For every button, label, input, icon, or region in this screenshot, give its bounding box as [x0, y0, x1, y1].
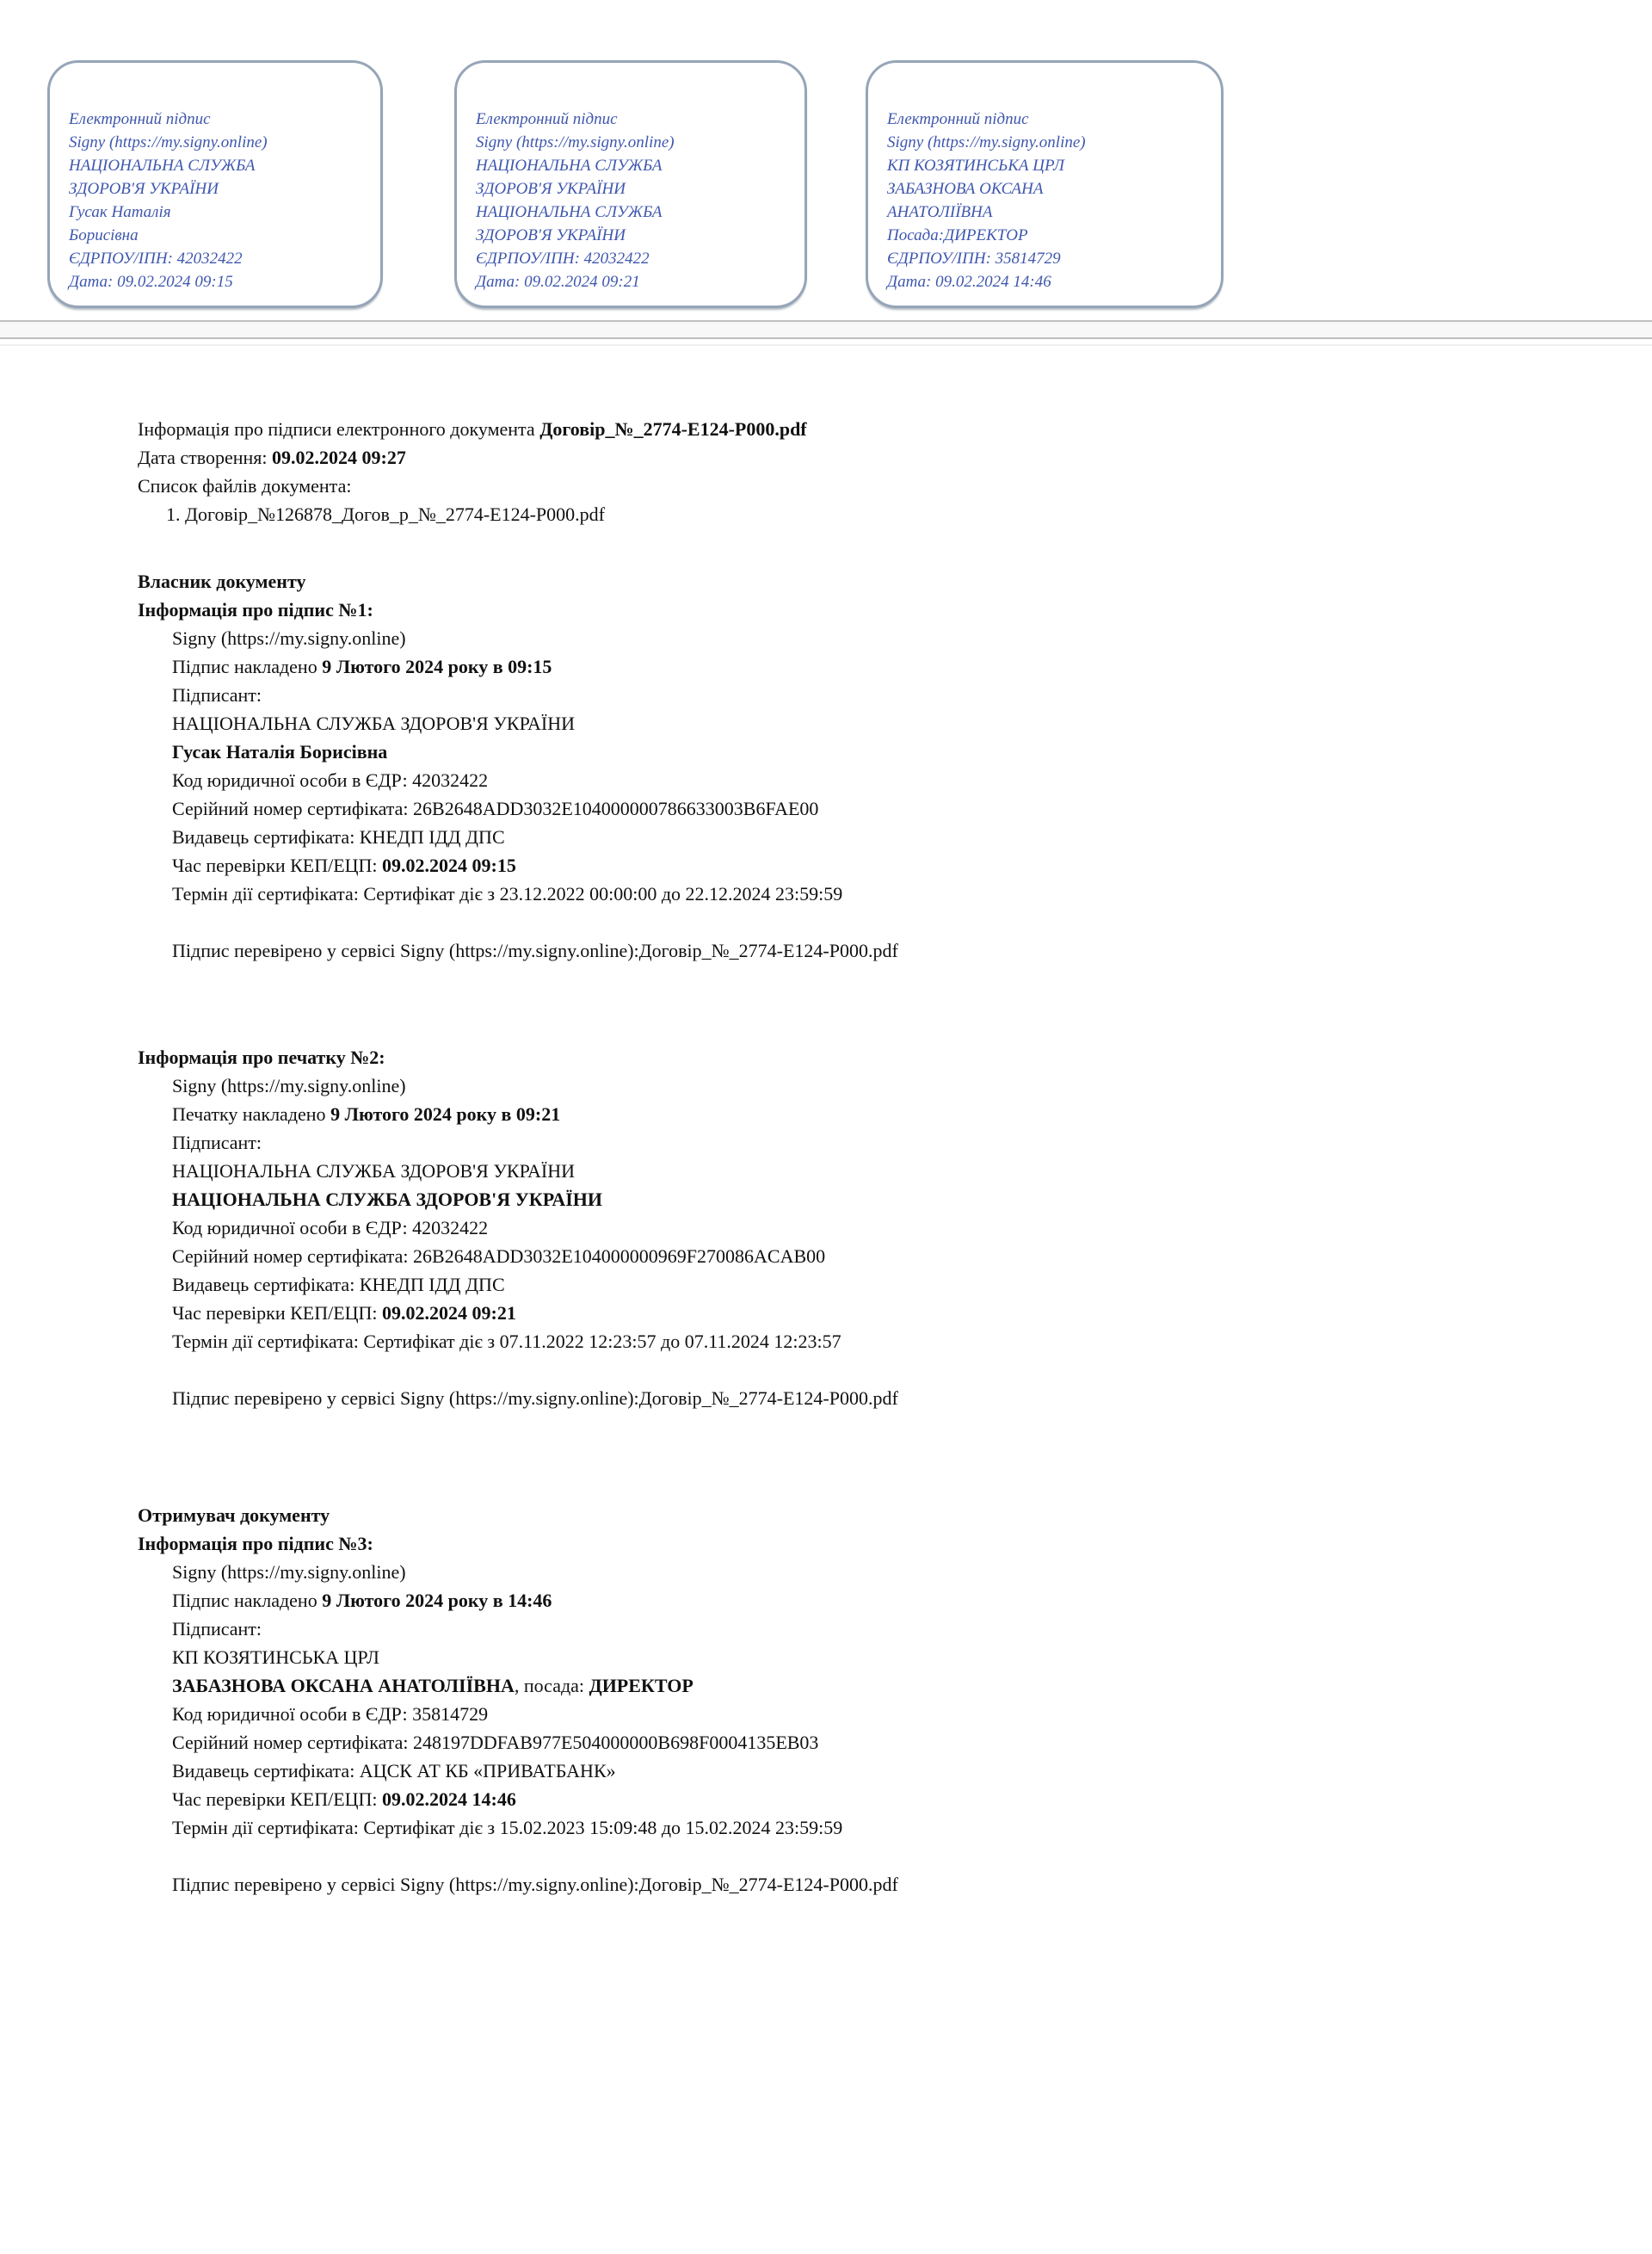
applied-line	[172, 652, 1652, 681]
applied-prefix: Підпис накладено	[172, 1590, 323, 1611]
signer-name: НАЦІОНАЛЬНА СЛУЖБА ЗДОРОВ'Я УКРАЇНИ	[172, 1189, 603, 1210]
stamp-line: Борисівна	[69, 226, 139, 244]
doc-created	[138, 443, 1652, 472]
stamp-line: НАЦІОНАЛЬНА СЛУЖБА	[476, 157, 663, 175]
signer-label: Підписант:	[172, 1132, 262, 1153]
check-value: 09.02.2024 14:46	[382, 1788, 516, 1810]
validity-line: Термін дії сертифіката: Сертифікат діє з 07.11.2022 12:23:57 до 07.11.2024 12:23:57	[172, 1331, 841, 1352]
verified-line: Підпис перевірено у сервісі Signy (https://my.signy.online):Договір_№_2774-Е124-Р000.pdf	[172, 1874, 898, 1895]
signature-stamp-1	[47, 60, 383, 308]
stamp-line: Signy (https://my.signy.online)	[887, 133, 1086, 151]
check-line	[172, 851, 1652, 880]
signer-label: Підписант:	[172, 1618, 262, 1640]
applied-value: 9 Лютого 2024 року в 09:21	[330, 1103, 561, 1125]
edr-line: Код юридичної особи в ЄДР: 35814729	[172, 1703, 489, 1725]
stamp-line: НАЦІОНАЛЬНА СЛУЖБА	[69, 157, 256, 175]
service-line: Signy (https://my.signy.online)	[172, 1075, 406, 1096]
stamp-line: ЗДОРОВ'Я УКРАЇНИ	[476, 226, 626, 244]
stamp-line: ЗАБАЗНОВА ОКСАНА	[887, 180, 1044, 198]
issuer-line: Видавець сертифіката: АЦСК АТ КБ «ПРИВАТБАНК»	[172, 1760, 616, 1782]
doc-title-filename: Договір_№_2774-Е124-Р000.pdf	[539, 418, 807, 440]
issuer-line: Видавець сертифіката: КНЕДП ІДД ДПС	[172, 1274, 505, 1295]
stamp-line: АНАТОЛІЇВНА	[887, 203, 993, 221]
verified-line: Підпис перевірено у сервісі Signy (https://my.signy.online):Договір_№_2774-Е124-Р000.pdf	[172, 940, 898, 961]
doc-created-value: 09.02.2024 09:27	[272, 447, 406, 468]
verified-line: Підпис перевірено у сервісі Signy (https://my.signy.online):Договір_№_2774-Е124-Р000.pdf	[172, 1387, 898, 1409]
signer-name: Гусак Наталія Борисівна	[172, 741, 388, 763]
validity-line: Термін дії сертифіката: Сертифікат діє з 23.12.2022 00:00:00 до 22.12.2024 23:59:59	[172, 883, 843, 905]
check-prefix: Час перевірки КЕП/ЕЦП:	[172, 1788, 383, 1810]
signature-heading: Інформація про печатку №2:	[138, 1047, 385, 1068]
serial-line: Серійний номер сертифіката: 26B2648ADD3032E104000000969F270086ACAB00	[172, 1245, 826, 1267]
applied-prefix: Печатку накладено	[172, 1103, 331, 1125]
owner-heading: Власник документу	[138, 571, 306, 592]
stamp-line: Signy (https://my.signy.online)	[476, 133, 675, 151]
position-prefix: , посада:	[514, 1675, 589, 1696]
stamp-line: ЄДРПОУ/ІПН: 42032422	[476, 250, 650, 268]
position-value: ДИРЕКТОР	[589, 1675, 693, 1696]
page-divider-band	[0, 320, 1652, 339]
signature-heading: Інформація про підпис №3:	[138, 1533, 373, 1554]
document-content	[0, 415, 1652, 1899]
applied-value: 9 Лютого 2024 року в 14:46	[322, 1590, 552, 1611]
stamp-line: Посада:ДИРЕКТОР	[887, 226, 1028, 244]
serial-line: Серійний номер сертифіката: 26B2648ADD3032E104000000786633003B6FAE00	[172, 798, 819, 819]
stamp-line: ЄДРПОУ/ІПН: 35814729	[887, 250, 1061, 268]
doc-file-item: 1. Договір_№126878_Догов_р_№_2774-Е124-Р000.pdf	[166, 503, 605, 525]
stamp-line: ЗДОРОВ'Я УКРАЇНИ	[476, 180, 626, 198]
section-signature-1	[0, 567, 1652, 965]
signer-label: Підписант:	[172, 684, 262, 706]
check-prefix: Час перевірки КЕП/ЕЦП:	[172, 1302, 383, 1324]
validity-line: Термін дії сертифіката: Сертифікат діє з 15.02.2023 15:09:48 до 15.02.2024 23:59:59	[172, 1817, 843, 1838]
stamp-line: ЄДРПОУ/ІПН: 42032422	[69, 250, 243, 268]
service-line: Signy (https://my.signy.online)	[172, 627, 406, 649]
stamp-line: Signy (https://my.signy.online)	[69, 133, 268, 151]
doc-title	[138, 415, 1652, 443]
applied-prefix: Підпис накладено	[172, 656, 323, 677]
signature-stamp-3	[866, 60, 1224, 308]
stamp-line: КП КОЗЯТИНСЬКА ЦРЛ	[887, 157, 1065, 175]
service-line: Signy (https://my.signy.online)	[172, 1561, 406, 1583]
signer-org: КП КОЗЯТИНСЬКА ЦРЛ	[172, 1646, 379, 1668]
doc-created-label: Дата створення:	[138, 447, 273, 468]
signer-name-line	[172, 1671, 1652, 1700]
doc-title-prefix: Інформація про підписи електронного документа	[138, 418, 540, 440]
check-line	[172, 1299, 1652, 1327]
stamp-line: Гусак Наталія	[69, 203, 171, 221]
doc-files-label: Список файлів документа:	[138, 475, 352, 497]
applied-line	[172, 1100, 1652, 1128]
stamp-line: Дата: 09.02.2024 09:21	[476, 273, 640, 291]
signer-name: ЗАБАЗНОВА ОКСАНА АНАТОЛІЇВНА	[172, 1675, 515, 1696]
stamp-line: Електронний підпис	[476, 110, 618, 128]
issuer-line: Видавець сертифіката: КНЕДП ІДД ДПС	[172, 826, 505, 848]
edr-line: Код юридичної особи в ЄДР: 42032422	[172, 1217, 489, 1238]
stamp-line: Дата: 09.02.2024 14:46	[887, 273, 1051, 291]
recipient-heading: Отримувач документу	[138, 1504, 330, 1526]
edr-line: Код юридичної особи в ЄДР: 42032422	[172, 769, 489, 791]
applied-line	[172, 1586, 1652, 1615]
stamp-line: ЗДОРОВ'Я УКРАЇНИ	[69, 180, 219, 198]
check-prefix: Час перевірки КЕП/ЕЦП:	[172, 855, 383, 876]
check-line	[172, 1785, 1652, 1813]
page-divider-faint-line	[0, 344, 1652, 346]
stamp-line: Електронний підпис	[69, 110, 211, 128]
applied-value: 9 Лютого 2024 року в 09:15	[322, 656, 552, 677]
signature-stamp-2	[454, 60, 807, 308]
stamp-line: Дата: 09.02.2024 09:15	[69, 273, 233, 291]
stamp-line: Електронний підпис	[887, 110, 1029, 128]
signer-org: НАЦІОНАЛЬНА СЛУЖБА ЗДОРОВ'Я УКРАЇНИ	[172, 713, 575, 734]
check-value: 09.02.2024 09:21	[382, 1302, 516, 1324]
section-seal-2	[0, 1043, 1652, 1412]
serial-line: Серійний номер сертифіката: 248197DDFAB977E504000000B698F0004135EB03	[172, 1732, 819, 1753]
signer-org: НАЦІОНАЛЬНА СЛУЖБА ЗДОРОВ'Я УКРАЇНИ	[172, 1160, 575, 1182]
check-value: 09.02.2024 09:15	[382, 855, 516, 876]
stamp-line: НАЦІОНАЛЬНА СЛУЖБА	[476, 203, 663, 221]
section-signature-3	[0, 1501, 1652, 1899]
signature-heading: Інформація про підпис №1:	[138, 599, 373, 621]
